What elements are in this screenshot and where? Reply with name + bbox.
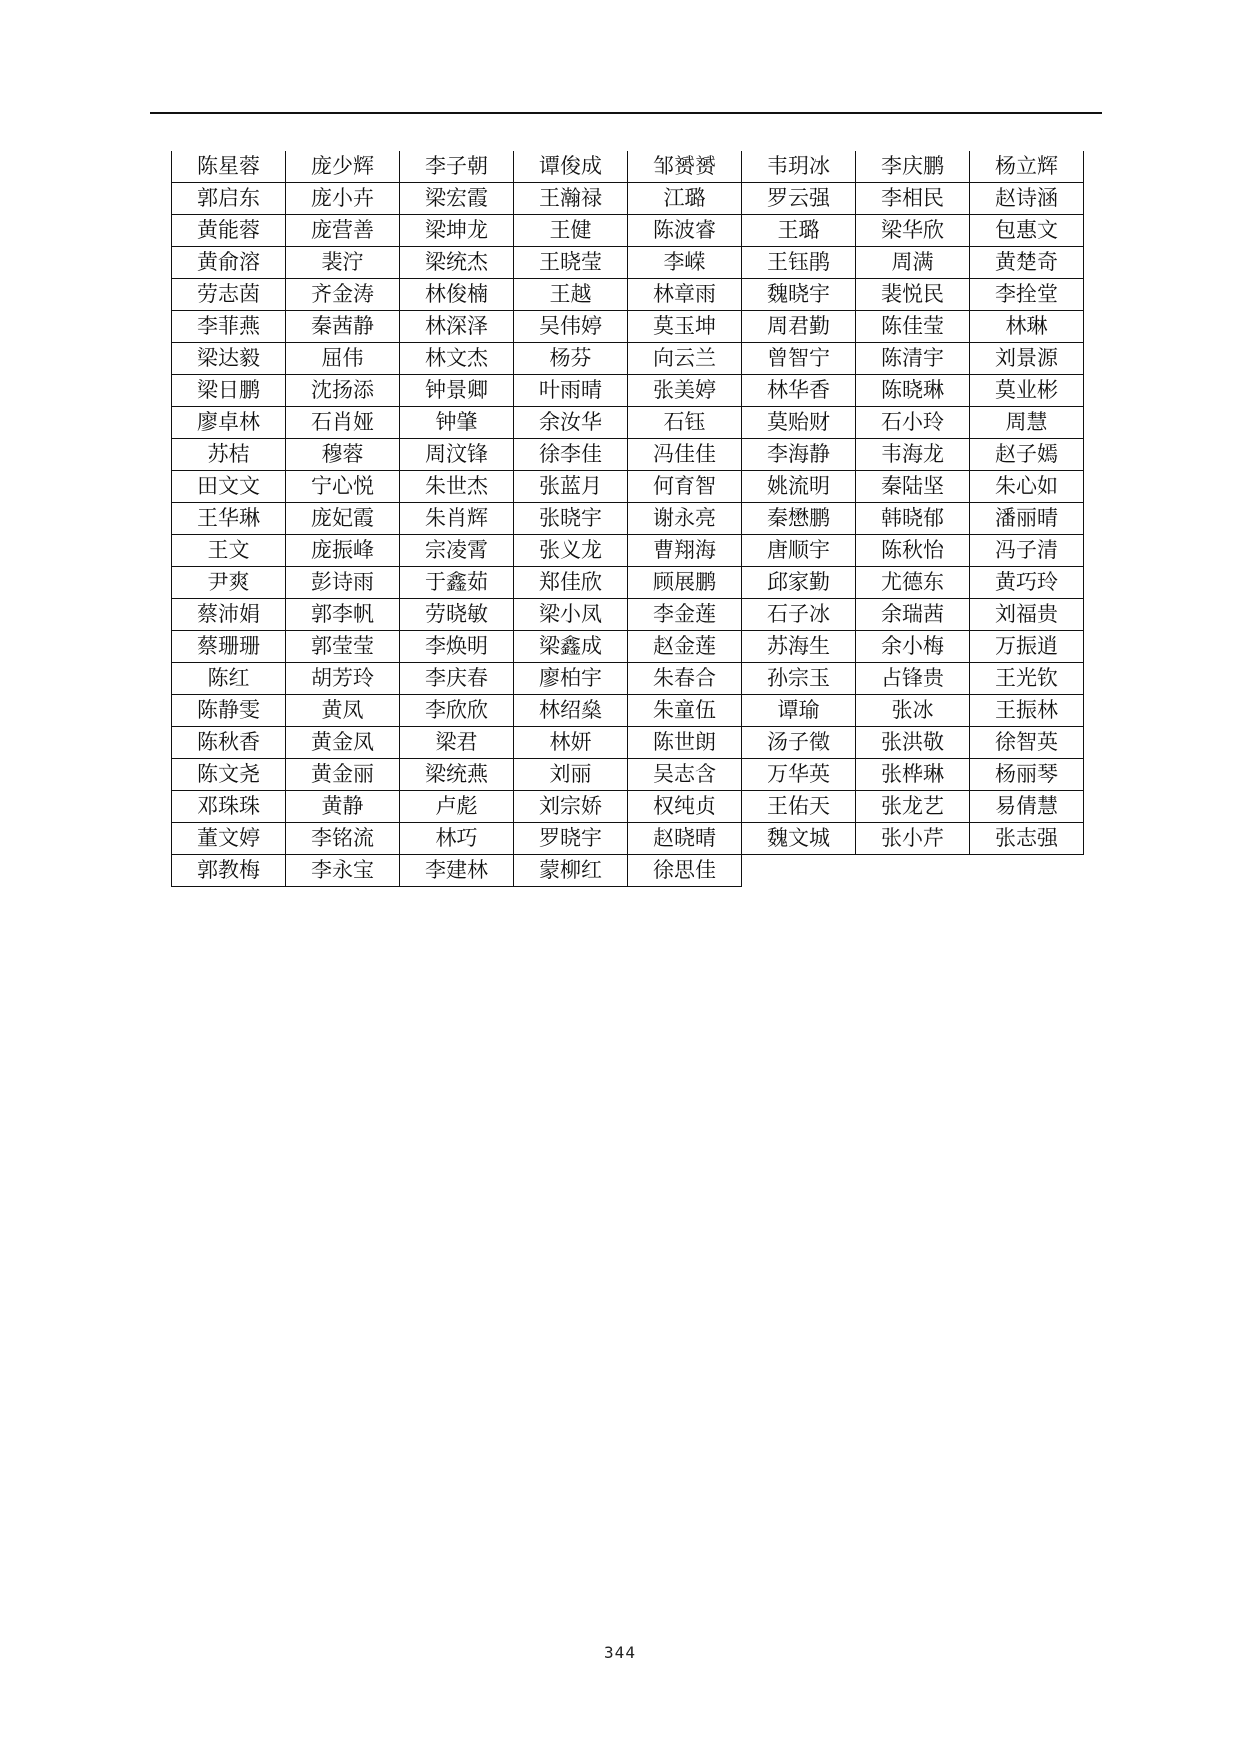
name-cell: 权纯贞	[628, 791, 742, 823]
name-cell: 郭莹莹	[286, 631, 400, 663]
name-cell: 王晓莹	[514, 247, 628, 279]
name-cell: 余瑞茜	[856, 599, 970, 631]
name-cell: 杨立辉	[970, 151, 1084, 183]
name-cell: 李庆春	[400, 663, 514, 695]
name-cell: 魏晓宇	[742, 279, 856, 311]
name-cell: 李嵘	[628, 247, 742, 279]
name-cell: 庞营善	[286, 215, 400, 247]
name-cell: 屈伟	[286, 343, 400, 375]
name-cell: 刘福贵	[970, 599, 1084, 631]
name-cell: 陈秋怡	[856, 535, 970, 567]
name-cell: 万华英	[742, 759, 856, 791]
name-cell: 黄楚奇	[970, 247, 1084, 279]
table-row	[172, 631, 1084, 663]
name-cell: 谭瑜	[742, 695, 856, 727]
name-cell: 陈秋香	[172, 727, 286, 759]
name-cell: 周慧	[970, 407, 1084, 439]
name-cell: 梁君	[400, 727, 514, 759]
name-cell: 裴悦民	[856, 279, 970, 311]
name-cell: 陈文尧	[172, 759, 286, 791]
name-cell: 黄静	[286, 791, 400, 823]
name-cell: 周汶锋	[400, 439, 514, 471]
name-cell: 魏文城	[742, 823, 856, 855]
table-row	[172, 375, 1084, 407]
name-cell: 叶雨晴	[514, 375, 628, 407]
name-cell: 李金莲	[628, 599, 742, 631]
name-cell: 田文文	[172, 471, 286, 503]
name-cell: 穆蓉	[286, 439, 400, 471]
name-cell: 张龙艺	[856, 791, 970, 823]
name-cell: 孙宗玉	[742, 663, 856, 695]
name-cell: 董文婷	[172, 823, 286, 855]
name-cell: 张冰	[856, 695, 970, 727]
name-cell: 谭俊成	[514, 151, 628, 183]
name-cell: 陈静雯	[172, 695, 286, 727]
name-cell: 梁达毅	[172, 343, 286, 375]
name-cell: 王振林	[970, 695, 1084, 727]
name-cell: 林妍	[514, 727, 628, 759]
name-cell: 郭李帆	[286, 599, 400, 631]
table-row	[172, 823, 1084, 855]
name-cell: 郑佳欣	[514, 567, 628, 599]
name-cell: 赵金莲	[628, 631, 742, 663]
name-cell: 李子朝	[400, 151, 514, 183]
name-cell: 邱家勤	[742, 567, 856, 599]
name-cell: 张桦琳	[856, 759, 970, 791]
name-cell: 姚流明	[742, 471, 856, 503]
name-cell: 赵晓晴	[628, 823, 742, 855]
name-cell: 朱春合	[628, 663, 742, 695]
name-cell: 廖柏宇	[514, 663, 628, 695]
name-cell: 汤子徵	[742, 727, 856, 759]
name-cell: 周君勤	[742, 311, 856, 343]
name-cell: 邓珠珠	[172, 791, 286, 823]
name-cell: 占锋贵	[856, 663, 970, 695]
name-cell: 张志强	[970, 823, 1084, 855]
name-cell: 黄金丽	[286, 759, 400, 791]
name-cell: 罗晓宇	[514, 823, 628, 855]
name-cell: 刘宗娇	[514, 791, 628, 823]
table-row	[172, 151, 1084, 183]
name-cell: 潘丽晴	[970, 503, 1084, 535]
name-cell: 陈波睿	[628, 215, 742, 247]
name-cell: 黄凤	[286, 695, 400, 727]
name-cell: 石小玲	[856, 407, 970, 439]
name-cell: 陈星蓉	[172, 151, 286, 183]
table-row	[172, 535, 1084, 567]
name-cell: 秦茜静	[286, 311, 400, 343]
name-cell: 韦玥冰	[742, 151, 856, 183]
table-row	[172, 279, 1084, 311]
name-cell: 周满	[856, 247, 970, 279]
table-row	[172, 311, 1084, 343]
name-cell: 苏海生	[742, 631, 856, 663]
name-cell: 张小芹	[856, 823, 970, 855]
table-row	[172, 855, 1084, 887]
name-cell: 曹翔海	[628, 535, 742, 567]
name-cell: 庞小卉	[286, 183, 400, 215]
name-cell: 谢永亮	[628, 503, 742, 535]
name-cell: 于鑫茹	[400, 567, 514, 599]
name-cell: 陈世朗	[628, 727, 742, 759]
name-cell: 李菲燕	[172, 311, 286, 343]
name-cell: 李建林	[400, 855, 514, 887]
name-cell: 吴志含	[628, 759, 742, 791]
name-cell: 吴伟婷	[514, 311, 628, 343]
name-cell: 冯子清	[970, 535, 1084, 567]
name-cell: 庞少辉	[286, 151, 400, 183]
name-cell: 余汝华	[514, 407, 628, 439]
name-cell: 黄能蓉	[172, 215, 286, 247]
name-cell: 罗云强	[742, 183, 856, 215]
name-cell: 廖卓林	[172, 407, 286, 439]
name-cell: 李欣欣	[400, 695, 514, 727]
name-cell: 劳志茵	[172, 279, 286, 311]
name-cell: 石肖娅	[286, 407, 400, 439]
name-cell: 刘景源	[970, 343, 1084, 375]
name-cell: 黄俞溶	[172, 247, 286, 279]
name-cell: 王瀚禄	[514, 183, 628, 215]
name-cell: 王越	[514, 279, 628, 311]
name-cell: 卢彪	[400, 791, 514, 823]
name-cell: 李海静	[742, 439, 856, 471]
name-cell: 李庆鹏	[856, 151, 970, 183]
name-cell: 张蓝月	[514, 471, 628, 503]
name-cell: 宁心悦	[286, 471, 400, 503]
name-cell: 陈红	[172, 663, 286, 695]
empty-cell	[742, 855, 856, 887]
name-cell: 梁统杰	[400, 247, 514, 279]
name-cell: 秦陆坚	[856, 471, 970, 503]
name-cell: 莫玉坤	[628, 311, 742, 343]
names-table	[171, 151, 1084, 887]
name-cell: 李相民	[856, 183, 970, 215]
name-cell: 曾智宁	[742, 343, 856, 375]
names-table-body	[172, 151, 1084, 887]
name-cell: 蒙柳红	[514, 855, 628, 887]
name-cell: 赵诗涵	[970, 183, 1084, 215]
name-cell: 尤德东	[856, 567, 970, 599]
name-cell: 郭启东	[172, 183, 286, 215]
name-cell: 蔡珊珊	[172, 631, 286, 663]
name-cell: 王健	[514, 215, 628, 247]
name-cell: 陈晓琳	[856, 375, 970, 407]
name-cell: 张美婷	[628, 375, 742, 407]
name-cell: 邹赟赟	[628, 151, 742, 183]
name-cell: 林绍燊	[514, 695, 628, 727]
table-row	[172, 471, 1084, 503]
name-cell: 秦懋鹏	[742, 503, 856, 535]
name-cell: 余小梅	[856, 631, 970, 663]
name-cell: 劳晓敏	[400, 599, 514, 631]
name-cell: 顾展鹏	[628, 567, 742, 599]
name-cell: 冯佳佳	[628, 439, 742, 471]
name-cell: 张晓宇	[514, 503, 628, 535]
name-cell: 林华香	[742, 375, 856, 407]
name-cell: 庞振峰	[286, 535, 400, 567]
name-cell: 林巧	[400, 823, 514, 855]
name-cell: 沈扬添	[286, 375, 400, 407]
name-cell: 王钰鹃	[742, 247, 856, 279]
name-cell: 梁坤龙	[400, 215, 514, 247]
name-cell: 王璐	[742, 215, 856, 247]
name-cell: 林琳	[970, 311, 1084, 343]
name-cell: 徐思佳	[628, 855, 742, 887]
table-row	[172, 599, 1084, 631]
name-cell: 莫业彬	[970, 375, 1084, 407]
name-cell: 赵子嫣	[970, 439, 1084, 471]
name-cell: 朱世杰	[400, 471, 514, 503]
empty-cell	[970, 855, 1084, 887]
name-cell: 杨芬	[514, 343, 628, 375]
name-cell: 李永宝	[286, 855, 400, 887]
name-cell: 易倩慧	[970, 791, 1084, 823]
name-cell: 彭诗雨	[286, 567, 400, 599]
name-cell: 石子冰	[742, 599, 856, 631]
name-cell: 尹爽	[172, 567, 286, 599]
table-row	[172, 439, 1084, 471]
name-cell: 陈佳莹	[856, 311, 970, 343]
name-cell: 唐顺宇	[742, 535, 856, 567]
table-row	[172, 791, 1084, 823]
name-cell: 李焕明	[400, 631, 514, 663]
name-cell: 张义龙	[514, 535, 628, 567]
name-cell: 郭教梅	[172, 855, 286, 887]
name-cell: 王佑天	[742, 791, 856, 823]
page-number: 344	[604, 1643, 636, 1662]
name-cell: 万振逍	[970, 631, 1084, 663]
name-cell: 韩晓郁	[856, 503, 970, 535]
name-cell: 齐金涛	[286, 279, 400, 311]
name-cell: 江璐	[628, 183, 742, 215]
name-cell: 陈清宇	[856, 343, 970, 375]
name-cell: 林俊楠	[400, 279, 514, 311]
name-cell: 黄金凤	[286, 727, 400, 759]
empty-cell	[856, 855, 970, 887]
name-cell: 梁日鹏	[172, 375, 286, 407]
name-cell: 韦海龙	[856, 439, 970, 471]
name-cell: 庞妃霞	[286, 503, 400, 535]
name-cell: 李铭流	[286, 823, 400, 855]
table-row	[172, 343, 1084, 375]
name-cell: 林深泽	[400, 311, 514, 343]
name-cell: 梁华欣	[856, 215, 970, 247]
table-row	[172, 503, 1084, 535]
name-cell: 何育智	[628, 471, 742, 503]
table-row	[172, 663, 1084, 695]
name-cell: 杨丽琴	[970, 759, 1084, 791]
name-cell: 李拴堂	[970, 279, 1084, 311]
name-cell: 朱童伍	[628, 695, 742, 727]
name-cell: 梁统燕	[400, 759, 514, 791]
name-cell: 林章雨	[628, 279, 742, 311]
name-cell: 刘丽	[514, 759, 628, 791]
name-cell: 王文	[172, 535, 286, 567]
name-cell: 莫贻财	[742, 407, 856, 439]
table-row	[172, 407, 1084, 439]
name-cell: 包惠文	[970, 215, 1084, 247]
name-cell: 向云兰	[628, 343, 742, 375]
name-cell: 梁宏霞	[400, 183, 514, 215]
name-cell: 钟肇	[400, 407, 514, 439]
name-cell: 钟景卿	[400, 375, 514, 407]
table-row	[172, 695, 1084, 727]
name-cell: 徐李佳	[514, 439, 628, 471]
name-cell: 石钰	[628, 407, 742, 439]
name-cell: 张洪敬	[856, 727, 970, 759]
name-cell: 王华琳	[172, 503, 286, 535]
table-row	[172, 183, 1084, 215]
name-cell: 梁鑫成	[514, 631, 628, 663]
table-row	[172, 215, 1084, 247]
name-cell: 朱肖辉	[400, 503, 514, 535]
name-cell: 宗凌霄	[400, 535, 514, 567]
name-cell: 王光钦	[970, 663, 1084, 695]
name-cell: 苏桔	[172, 439, 286, 471]
name-cell: 徐智英	[970, 727, 1084, 759]
table-row	[172, 727, 1084, 759]
header-rule	[150, 112, 1102, 114]
name-cell: 梁小凤	[514, 599, 628, 631]
name-cell: 朱心如	[970, 471, 1084, 503]
table-row	[172, 247, 1084, 279]
name-cell: 蔡沛娟	[172, 599, 286, 631]
name-cell: 黄巧玲	[970, 567, 1084, 599]
table-row	[172, 759, 1084, 791]
name-cell: 胡芳玲	[286, 663, 400, 695]
name-cell: 裴泞	[286, 247, 400, 279]
table-row	[172, 567, 1084, 599]
name-cell: 林文杰	[400, 343, 514, 375]
